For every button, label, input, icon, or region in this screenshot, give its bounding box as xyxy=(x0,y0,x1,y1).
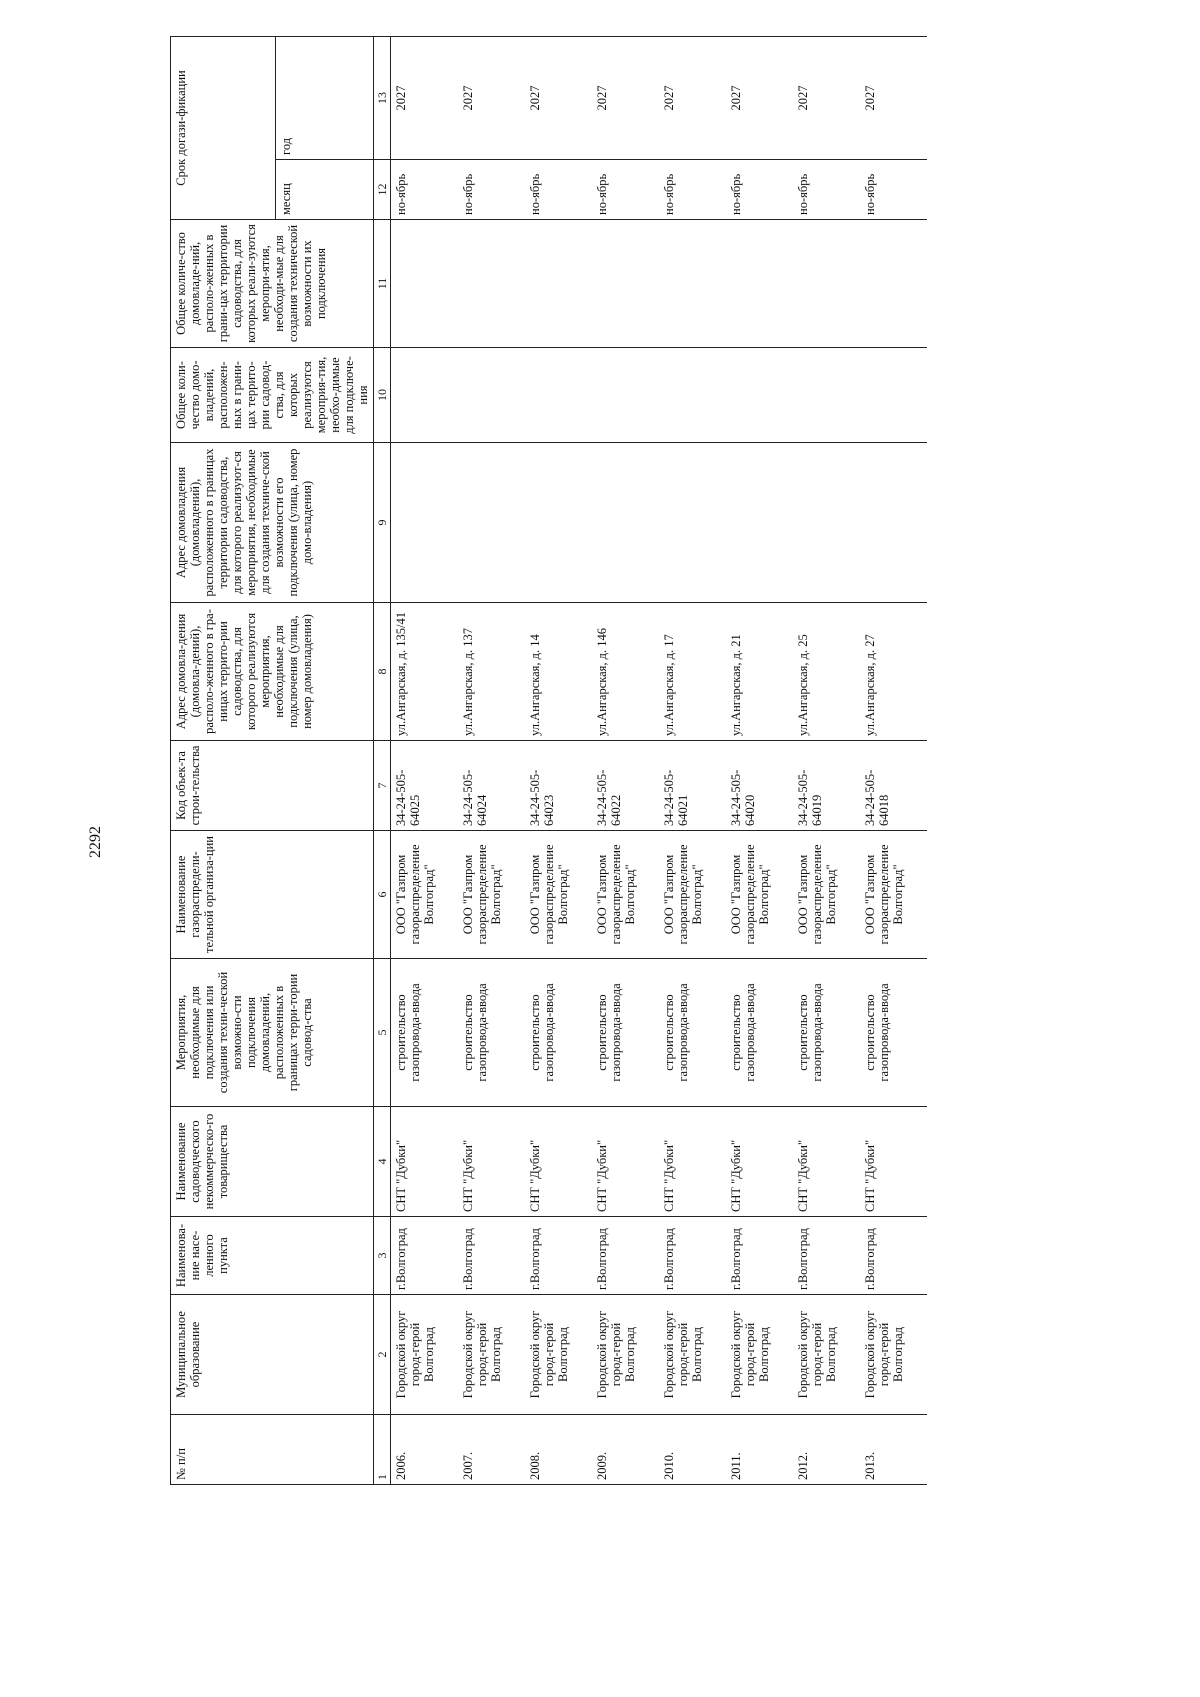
column-number: 10 xyxy=(374,348,391,443)
header-municipality: Муниципальное образование xyxy=(171,1295,374,1415)
table-sheet xyxy=(170,37,940,1485)
event-cell: строительство газопровода-ввода xyxy=(860,959,927,1107)
row-number: 2011. xyxy=(726,1415,793,1485)
object-code-cell: 34-24-505-64025 xyxy=(391,741,459,831)
count-connection-cell xyxy=(860,348,927,443)
address-capability-cell xyxy=(659,443,726,603)
table-row xyxy=(391,37,459,1485)
header-address-capability: Адрес домовладения (домовладений), расположенного в границах территории садоводства, для которого реализуют-ся мероприятия, необходимые для создания техниче-ской возможности его подключения (улица, номер домо-владения) xyxy=(171,443,374,603)
count-connection-cell xyxy=(592,348,659,443)
month-cell: но-ябрь xyxy=(659,160,726,220)
header-deadline: Срок догази-фикации xyxy=(171,37,276,220)
column-number: 4 xyxy=(374,1107,391,1217)
object-code-cell: 34-24-505-64023 xyxy=(525,741,592,831)
column-numbers-row xyxy=(374,37,391,1485)
month-cell: но-ябрь xyxy=(860,160,927,220)
municipality-cell: Городской округ город-герой Волгоград xyxy=(391,1295,459,1415)
event-cell: строительство газопровода-ввода xyxy=(592,959,659,1107)
object-code-cell: 34-24-505-64024 xyxy=(458,741,525,831)
table-row xyxy=(726,37,793,1485)
snt-cell: СНТ "Дубки" xyxy=(793,1107,860,1217)
column-number: 7 xyxy=(374,741,391,831)
address-capability-cell xyxy=(793,443,860,603)
event-cell: строительство газопровода-ввода xyxy=(525,959,592,1107)
header-events: Мероприятия, необходимые для подключения или создания техни-ческой возможно-сти подключения домовладений, расположенных в границах терри-тории садовод-ства xyxy=(171,959,374,1107)
year-cell: 2027 xyxy=(391,37,459,160)
municipality-cell: Городской округ город-герой Волгоград xyxy=(793,1295,860,1415)
object-code-cell: 34-24-505-64020 xyxy=(726,741,793,831)
table-row xyxy=(860,37,927,1485)
address-capability-cell xyxy=(860,443,927,603)
count-connection-cell xyxy=(525,348,592,443)
count-connection-cell xyxy=(391,348,459,443)
table-row xyxy=(659,37,726,1485)
count-capability-cell xyxy=(860,220,927,348)
object-code-cell: 34-24-505-64022 xyxy=(592,741,659,831)
address-capability-cell xyxy=(391,443,459,603)
year-cell: 2027 xyxy=(726,37,793,160)
count-connection-cell xyxy=(659,348,726,443)
row-number: 2010. xyxy=(659,1415,726,1485)
address-capability-cell xyxy=(525,443,592,603)
snt-cell: СНТ "Дубки" xyxy=(525,1107,592,1217)
settlement-cell: г.Волгоград xyxy=(793,1217,860,1295)
month-cell: но-ябрь xyxy=(525,160,592,220)
header-address-connection: Адрес домовла-дения (домовла-дений), располо-женного в гра-ницах террито-рии садоводства, для которого реализуются мероприятия, необходимые для подключения (улица, номер домовладения) xyxy=(171,603,374,741)
column-number: 12 xyxy=(374,160,391,220)
address-capability-cell xyxy=(726,443,793,603)
settlement-cell: г.Волгоград xyxy=(458,1217,525,1295)
address-connection-cell: ул.Ангарская, д. 17 xyxy=(659,603,726,741)
event-cell: строительство газопровода-ввода xyxy=(793,959,860,1107)
event-cell: строительство газопровода-ввода xyxy=(726,959,793,1107)
month-cell: но-ябрь xyxy=(458,160,525,220)
settlement-cell: г.Волгоград xyxy=(659,1217,726,1295)
year-cell: 2027 xyxy=(592,37,659,160)
header-count-connection: Общее коли-чество домо-владений, расположен-ных в грани-цах террито-рии садовод-ства, для которых реализуются мероприя-тия, необхо-димые для подключе-ния xyxy=(171,348,374,443)
municipality-cell: Городской округ город-герой Волгоград xyxy=(726,1295,793,1415)
settlement-cell: г.Волгоград xyxy=(592,1217,659,1295)
header-settlement: Наименова-ние насе-ленного пункта xyxy=(171,1217,374,1295)
gas-org-cell: ООО "Газпром газораспределение Волгоград" xyxy=(592,831,659,959)
header-snt: Наименование садоводческого некоммерческо-го товарищества xyxy=(171,1107,374,1217)
table-row xyxy=(525,37,592,1485)
settlement-cell: г.Волгоград xyxy=(726,1217,793,1295)
column-number: 3 xyxy=(374,1217,391,1295)
year-cell: 2027 xyxy=(793,37,860,160)
column-number: 13 xyxy=(374,37,391,160)
municipality-cell: Городской округ город-герой Волгоград xyxy=(860,1295,927,1415)
page-number: 2292 xyxy=(87,826,104,858)
count-capability-cell xyxy=(458,220,525,348)
gas-org-cell: ООО "Газпром газораспределение Волгоград" xyxy=(726,831,793,959)
gas-org-cell: ООО "Газпром газораспределение Волгоград" xyxy=(525,831,592,959)
event-cell: строительство газопровода-ввода xyxy=(391,959,459,1107)
address-connection-cell: ул.Ангарская, д. 137 xyxy=(458,603,525,741)
month-cell: но-ябрь xyxy=(726,160,793,220)
address-connection-cell: ул.Ангарская, д. 14 xyxy=(525,603,592,741)
event-cell: строительство газопровода-ввода xyxy=(458,959,525,1107)
snt-cell: СНТ "Дубки" xyxy=(860,1107,927,1217)
count-capability-cell xyxy=(659,220,726,348)
header-object-code: Код объек-та строи-тельства xyxy=(171,741,374,831)
municipality-cell: Городской округ город-герой Волгоград xyxy=(659,1295,726,1415)
column-number: 6 xyxy=(374,831,391,959)
gasification-table xyxy=(170,36,927,1485)
snt-cell: СНТ "Дубки" xyxy=(659,1107,726,1217)
row-number: 2006. xyxy=(391,1415,459,1485)
month-cell: но-ябрь xyxy=(592,160,659,220)
municipality-cell: Городской округ город-герой Волгоград xyxy=(592,1295,659,1415)
snt-cell: СНТ "Дубки" xyxy=(458,1107,525,1217)
gas-org-cell: ООО "Газпром газораспределение Волгоград" xyxy=(793,831,860,959)
address-connection-cell: ул.Ангарская, д. 25 xyxy=(793,603,860,741)
rotated-table-container xyxy=(170,37,940,1485)
address-connection-cell: ул.Ангарская, д. 146 xyxy=(592,603,659,741)
object-code-cell: 34-24-505-64021 xyxy=(659,741,726,831)
snt-cell: СНТ "Дубки" xyxy=(726,1107,793,1217)
count-capability-cell xyxy=(391,220,459,348)
count-capability-cell xyxy=(726,220,793,348)
count-connection-cell xyxy=(726,348,793,443)
year-cell: 2027 xyxy=(458,37,525,160)
month-cell: но-ябрь xyxy=(391,160,459,220)
table-row xyxy=(793,37,860,1485)
column-number: 8 xyxy=(374,603,391,741)
settlement-cell: г.Волгоград xyxy=(391,1217,459,1295)
header-count-capability: Общее количе-ство домовладе-ний, располо-женных в грани-цах территории садоводства, для которых реали-зуются меропри-ятия, необходи-мые для создания технической возможности их подключения xyxy=(171,220,374,348)
table-row xyxy=(592,37,659,1485)
count-capability-cell xyxy=(592,220,659,348)
snt-cell: СНТ "Дубки" xyxy=(592,1107,659,1217)
count-connection-cell xyxy=(458,348,525,443)
year-cell: 2027 xyxy=(860,37,927,160)
year-cell: 2027 xyxy=(525,37,592,160)
row-number: 2009. xyxy=(592,1415,659,1485)
column-number: 9 xyxy=(374,443,391,603)
row-number: 2008. xyxy=(525,1415,592,1485)
header-number: № п/п xyxy=(171,1415,374,1485)
header-year: год xyxy=(275,37,373,160)
settlement-cell: г.Волгоград xyxy=(860,1217,927,1295)
count-capability-cell xyxy=(525,220,592,348)
gas-org-cell: ООО "Газпром газораспределение Волгоград" xyxy=(860,831,927,959)
address-capability-cell xyxy=(592,443,659,603)
column-number: 1 xyxy=(374,1415,391,1485)
month-cell: но-ябрь xyxy=(793,160,860,220)
count-capability-cell xyxy=(793,220,860,348)
table-row xyxy=(458,37,525,1485)
column-number: 5 xyxy=(374,959,391,1107)
address-connection-cell: ул.Ангарская, д. 135/41 xyxy=(391,603,459,741)
gas-org-cell: ООО "Газпром газораспределение Волгоград" xyxy=(391,831,459,959)
municipality-cell: Городской округ город-герой Волгоград xyxy=(525,1295,592,1415)
header-gas-org: Наименование газораспредели-тельной организа-ции xyxy=(171,831,374,959)
event-cell: строительство газопровода-ввода xyxy=(659,959,726,1107)
municipality-cell: Городской округ город-герой Волгоград xyxy=(458,1295,525,1415)
object-code-cell: 34-24-505-64018 xyxy=(860,741,927,831)
table-body xyxy=(391,37,928,1485)
row-number: 2012. xyxy=(793,1415,860,1485)
address-connection-cell: ул.Ангарская, д. 21 xyxy=(726,603,793,741)
object-code-cell: 34-24-505-64019 xyxy=(793,741,860,831)
column-number: 2 xyxy=(374,1295,391,1415)
header-month: месяц xyxy=(275,160,373,220)
settlement-cell: г.Волгоград xyxy=(525,1217,592,1295)
gas-org-cell: ООО "Газпром газораспределение Волгоград" xyxy=(659,831,726,959)
row-number: 2007. xyxy=(458,1415,525,1485)
snt-cell: СНТ "Дубки" xyxy=(391,1107,459,1217)
count-connection-cell xyxy=(793,348,860,443)
year-cell: 2027 xyxy=(659,37,726,160)
address-capability-cell xyxy=(458,443,525,603)
column-number: 11 xyxy=(374,220,391,348)
gas-org-cell: ООО "Газпром газораспределение Волгоград" xyxy=(458,831,525,959)
address-connection-cell: ул.Ангарская, д. 27 xyxy=(860,603,927,741)
row-number: 2013. xyxy=(860,1415,927,1485)
